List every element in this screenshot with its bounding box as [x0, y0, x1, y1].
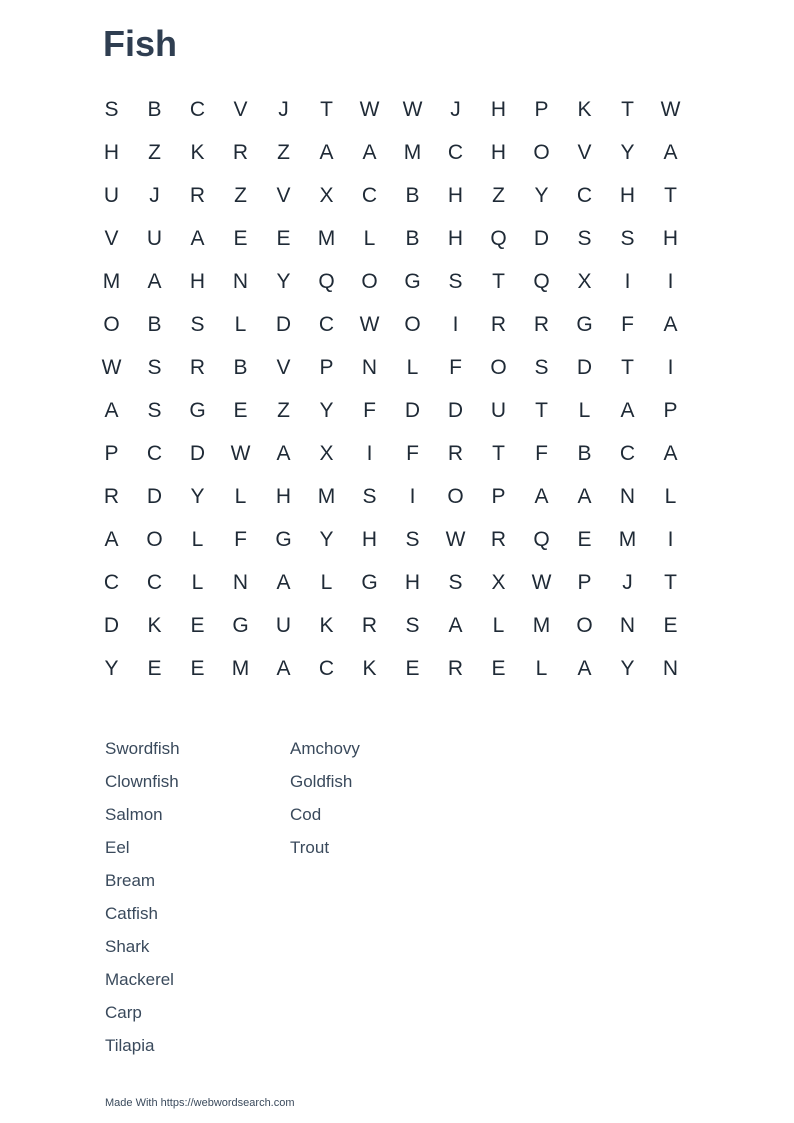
- grid-cell: R: [490, 313, 507, 336]
- grid-cell: C: [447, 141, 464, 164]
- grid-cell: I: [624, 270, 631, 293]
- word-list-item: Amchovy: [290, 739, 360, 758]
- grid-cell: W: [531, 571, 552, 594]
- grid-cell: L: [664, 485, 677, 508]
- grid-cell: O: [576, 614, 593, 637]
- grid-cell: D: [533, 227, 550, 250]
- grid-cell: M: [317, 485, 336, 508]
- grid-cell: F: [234, 528, 247, 551]
- grid-cell: N: [361, 356, 378, 379]
- grid-cell: R: [490, 528, 507, 551]
- grid-cell: F: [406, 442, 419, 465]
- grid-cell: Y: [104, 657, 119, 680]
- grid-cell: B: [233, 356, 248, 379]
- grid-cell: P: [104, 442, 119, 465]
- grid-cell: U: [146, 227, 163, 250]
- grid-cell: S: [405, 528, 420, 551]
- grid-cell: Q: [533, 270, 550, 293]
- grid-cell: S: [190, 313, 205, 336]
- grid-cell: E: [405, 657, 420, 680]
- grid-cell: E: [190, 657, 205, 680]
- word-list-item: Bream: [105, 871, 156, 890]
- grid-cell: W: [101, 356, 122, 379]
- grid-cell: M: [231, 657, 250, 680]
- grid-cell: Y: [190, 485, 205, 508]
- grid-cell: Z: [277, 399, 290, 422]
- grid-cell: G: [361, 571, 378, 594]
- grid-cell: A: [663, 313, 678, 336]
- grid-cell: A: [276, 657, 291, 680]
- grid-cell: H: [103, 141, 120, 164]
- grid-cell: B: [405, 184, 420, 207]
- grid-cell: D: [146, 485, 163, 508]
- footer-credit: Made With https://webwordsearch.com: [105, 1097, 295, 1109]
- grid-cell: H: [404, 571, 421, 594]
- grid-cell: K: [577, 98, 592, 121]
- grid-cell: A: [190, 227, 205, 250]
- grid-cell: H: [490, 141, 507, 164]
- grid-cell: T: [492, 270, 505, 293]
- grid-cell: S: [104, 98, 119, 121]
- grid-cell: L: [320, 571, 333, 594]
- grid-cell: E: [276, 227, 291, 250]
- grid-cell: S: [448, 270, 463, 293]
- grid-cell: E: [663, 614, 678, 637]
- grid-cell: O: [447, 485, 464, 508]
- grid-cell: L: [535, 657, 548, 680]
- grid-cell: J: [149, 184, 160, 207]
- grid-cell: K: [190, 141, 205, 164]
- grid-cell: S: [448, 571, 463, 594]
- grid-cell: J: [278, 98, 289, 121]
- grid-cell: W: [402, 98, 423, 121]
- grid-cell: C: [361, 184, 378, 207]
- grid-cell: E: [577, 528, 592, 551]
- grid-cell: L: [234, 313, 247, 336]
- grid-cell: Y: [620, 657, 635, 680]
- grid-cell: Z: [277, 141, 290, 164]
- grid-cell: O: [490, 356, 507, 379]
- grid-cell: O: [361, 270, 378, 293]
- grid-cell: E: [147, 657, 162, 680]
- grid-cell: C: [619, 442, 636, 465]
- grid-cell: S: [534, 356, 549, 379]
- grid-cell: Z: [234, 184, 247, 207]
- grid-cell: Q: [490, 227, 507, 250]
- word-list-item: Shark: [105, 937, 150, 956]
- grid-cell: L: [578, 399, 591, 422]
- grid-cell: A: [104, 399, 119, 422]
- grid-cell: C: [318, 313, 335, 336]
- grid-cell: E: [233, 227, 248, 250]
- grid-cell: N: [619, 614, 636, 637]
- grid-cell: N: [662, 657, 679, 680]
- grid-cell: K: [362, 657, 377, 680]
- word-list-item: Trout: [290, 838, 330, 857]
- grid-cell: C: [146, 442, 163, 465]
- grid-cell: M: [317, 227, 336, 250]
- grid-cell: N: [232, 270, 249, 293]
- grid-cell: W: [359, 98, 380, 121]
- grid-cell: F: [535, 442, 548, 465]
- grid-cell: A: [104, 528, 119, 551]
- grid-cell: E: [190, 614, 205, 637]
- grid-cell: X: [577, 270, 592, 293]
- grid-cell: E: [491, 657, 506, 680]
- grid-cell: P: [663, 399, 678, 422]
- grid-cell: V: [276, 184, 291, 207]
- word-list-item: Catfish: [105, 904, 158, 923]
- grid-cell: A: [147, 270, 162, 293]
- grid-cell: P: [491, 485, 506, 508]
- grid-cell: T: [664, 571, 677, 594]
- word-list-item: Salmon: [105, 805, 163, 824]
- grid-cell: A: [577, 485, 592, 508]
- word-list-item: Swordfish: [105, 739, 180, 758]
- word-list-item: Goldfish: [290, 772, 353, 791]
- grid-cell: A: [620, 399, 635, 422]
- grid-cell: P: [319, 356, 334, 379]
- grid-cell: Y: [319, 399, 334, 422]
- grid-cell: A: [577, 657, 592, 680]
- grid-cell: M: [618, 528, 637, 551]
- grid-cell: V: [276, 356, 291, 379]
- grid-cell: M: [403, 141, 422, 164]
- grid-cell: H: [447, 227, 464, 250]
- grid-cell: U: [103, 184, 120, 207]
- grid-cell: A: [319, 141, 334, 164]
- grid-cell: Y: [276, 270, 291, 293]
- grid-cell: V: [577, 141, 592, 164]
- grid-cell: Q: [318, 270, 335, 293]
- grid-cell: D: [275, 313, 292, 336]
- grid-cell: G: [232, 614, 249, 637]
- grid-cell: T: [664, 184, 677, 207]
- grid-cell: A: [448, 614, 463, 637]
- grid-cell: H: [361, 528, 378, 551]
- grid-cell: G: [275, 528, 292, 551]
- grid-cell: D: [576, 356, 593, 379]
- grid-cell: C: [576, 184, 593, 207]
- grid-cell: D: [447, 399, 464, 422]
- grid-cell: H: [662, 227, 679, 250]
- grid-cell: Q: [533, 528, 550, 551]
- grid-cell: P: [534, 98, 549, 121]
- word-list-item: Eel: [105, 838, 130, 857]
- grid-cell: N: [232, 571, 249, 594]
- word-list-item: Cod: [290, 805, 322, 824]
- grid-cell: B: [147, 313, 162, 336]
- grid-cell: O: [533, 141, 550, 164]
- grid-cell: D: [103, 614, 120, 637]
- grid-cell: G: [404, 270, 421, 293]
- grid-cell: Y: [620, 141, 635, 164]
- grid-cell: O: [146, 528, 163, 551]
- grid-cell: S: [405, 614, 420, 637]
- grid-cell: I: [667, 270, 674, 293]
- grid-cell: Y: [319, 528, 334, 551]
- grid-cell: Z: [148, 141, 161, 164]
- grid-cell: U: [275, 614, 292, 637]
- grid-cell: C: [103, 571, 120, 594]
- grid-cell: X: [491, 571, 506, 594]
- grid-cell: I: [366, 442, 373, 465]
- grid-cell: J: [622, 571, 633, 594]
- grid-cell: C: [146, 571, 163, 594]
- grid-cell: T: [492, 442, 505, 465]
- grid-cell: S: [362, 485, 377, 508]
- word-list-item: Carp: [105, 1003, 142, 1022]
- grid-cell: G: [189, 399, 206, 422]
- grid-cell: F: [449, 356, 462, 379]
- grid-cell: A: [534, 485, 549, 508]
- grid-cell: L: [406, 356, 419, 379]
- grid-cell: O: [404, 313, 421, 336]
- page-title: Fish: [103, 23, 178, 64]
- grid-cell: Z: [492, 184, 505, 207]
- grid-cell: T: [621, 356, 634, 379]
- grid-cell: H: [490, 98, 507, 121]
- grid-cell: R: [189, 356, 206, 379]
- grid-cell: X: [319, 442, 334, 465]
- word-list-item: Clownfish: [105, 772, 179, 791]
- grid-cell: B: [147, 98, 162, 121]
- grid-cell: S: [147, 399, 162, 422]
- grid-cell: M: [102, 270, 121, 293]
- grid-cell: P: [577, 571, 592, 594]
- grid-cell: L: [492, 614, 505, 637]
- grid-cell: R: [361, 614, 378, 637]
- grid-cell: A: [362, 141, 377, 164]
- grid-cell: B: [405, 227, 420, 250]
- grid-cell: R: [189, 184, 206, 207]
- grid-cell: A: [276, 442, 291, 465]
- grid-cell: R: [447, 442, 464, 465]
- grid-cell: G: [576, 313, 593, 336]
- grid-cell: F: [621, 313, 634, 336]
- grid-cell: X: [319, 184, 334, 207]
- grid-cell: R: [103, 485, 120, 508]
- grid-cell: J: [450, 98, 461, 121]
- grid-cell: S: [147, 356, 162, 379]
- grid-cell: S: [577, 227, 592, 250]
- grid-cell: W: [445, 528, 466, 551]
- grid-cell: V: [233, 98, 248, 121]
- grid-cell: A: [663, 141, 678, 164]
- grid-cell: D: [189, 442, 206, 465]
- grid-cell: H: [189, 270, 206, 293]
- grid-cell: T: [320, 98, 333, 121]
- grid-cell: W: [230, 442, 251, 465]
- grid-cell: E: [233, 399, 248, 422]
- grid-cell: W: [359, 313, 380, 336]
- grid-cell: D: [404, 399, 421, 422]
- grid-cell: A: [663, 442, 678, 465]
- grid-cell: L: [363, 227, 376, 250]
- grid-cell: I: [409, 485, 416, 508]
- grid-cell: C: [189, 98, 206, 121]
- grid-cell: N: [619, 485, 636, 508]
- grid-cell: V: [104, 227, 119, 250]
- grid-cell: K: [147, 614, 162, 637]
- grid-cell: B: [577, 442, 592, 465]
- grid-cell: F: [363, 399, 376, 422]
- grid-cell: A: [276, 571, 291, 594]
- grid-cell: C: [318, 657, 335, 680]
- grid-cell: I: [667, 528, 674, 551]
- grid-cell: T: [535, 399, 548, 422]
- grid-cell: M: [532, 614, 551, 637]
- grid-cell: K: [319, 614, 334, 637]
- grid-cell: W: [660, 98, 681, 121]
- grid-cell: R: [232, 141, 249, 164]
- grid-cell: H: [619, 184, 636, 207]
- grid-cell: S: [620, 227, 635, 250]
- grid-cell: Y: [534, 184, 549, 207]
- grid-cell: R: [447, 657, 464, 680]
- grid-cell: I: [452, 313, 459, 336]
- grid-cell: R: [533, 313, 550, 336]
- grid-cell: I: [667, 356, 674, 379]
- grid-cell: L: [191, 528, 204, 551]
- grid-cell: L: [234, 485, 247, 508]
- grid-cell: H: [275, 485, 292, 508]
- grid-cell: U: [490, 399, 507, 422]
- grid-cell: O: [103, 313, 120, 336]
- word-list-item: Tilapia: [105, 1036, 155, 1055]
- grid-cell: H: [447, 184, 464, 207]
- grid-cell: T: [621, 98, 634, 121]
- grid-cell: L: [191, 571, 204, 594]
- word-list-item: Mackerel: [105, 970, 174, 989]
